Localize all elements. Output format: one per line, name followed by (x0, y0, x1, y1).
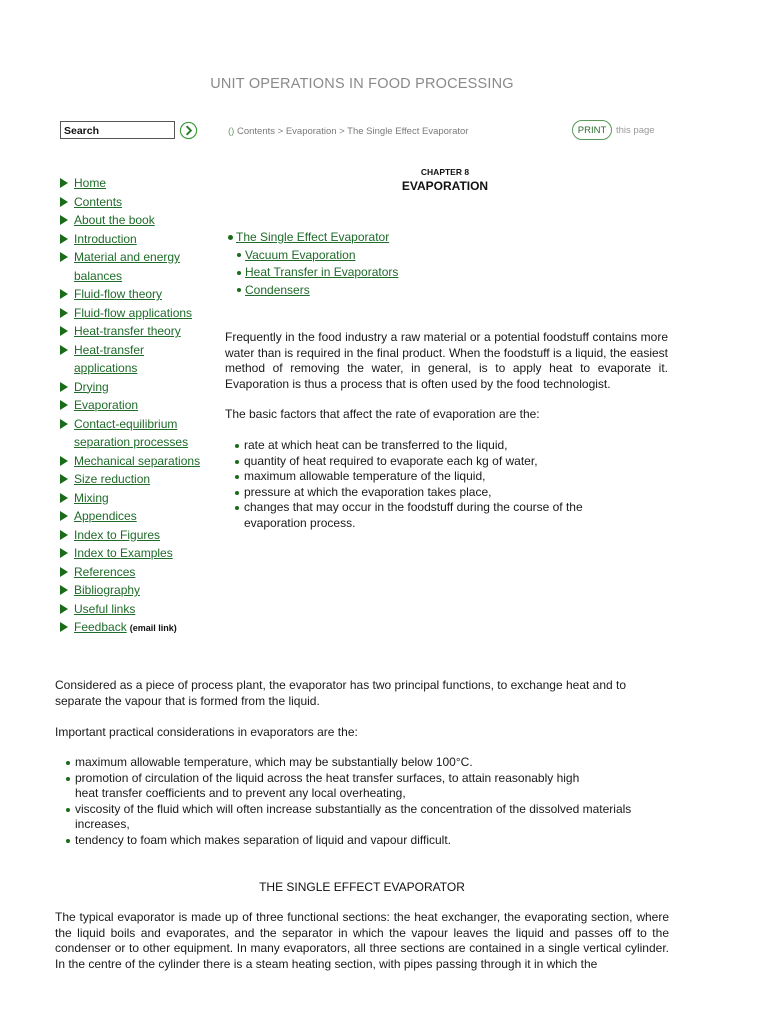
sidebar-item (60, 341, 210, 378)
print-label: this page (616, 125, 655, 136)
chapter-number: CHAPTER 8 (420, 167, 470, 177)
toc-item (228, 247, 398, 265)
sidebar-item (60, 526, 210, 545)
triangle-bullet-icon (60, 289, 68, 299)
section-toc (228, 229, 398, 299)
triangle-bullet-icon (60, 456, 68, 466)
toc-link-single-effect[interactable]: The Single Effect Evaporator (236, 230, 390, 244)
list-item: rate at which heat can be transferred to the liquid, (235, 438, 605, 454)
bullet-icon (235, 491, 239, 495)
triangle-bullet-icon (60, 197, 68, 207)
chapter-title: EVAPORATION (401, 179, 489, 193)
sidebar-item (60, 470, 210, 489)
nav-link-heat-transfer-theory[interactable]: Heat-transfer theory (74, 324, 181, 338)
sidebar-item (60, 544, 210, 563)
nav-link-mechanical-separations[interactable]: Mechanical separations (74, 453, 201, 468)
nav-link-index-figures[interactable]: Index to Figures (74, 527, 161, 542)
sidebar-item (60, 581, 210, 600)
nav-link-heat-transfer-applications[interactable]: Heat-transfer applications (74, 342, 145, 375)
sidebar-item (60, 452, 210, 471)
triangle-bullet-icon (60, 215, 68, 225)
triangle-bullet-icon (60, 326, 68, 336)
sidebar-item (60, 174, 210, 193)
sidebar-item (60, 378, 210, 397)
triangle-bullet-icon (60, 419, 68, 429)
nav-link-fluid-flow-theory[interactable]: Fluid-flow theory (74, 287, 163, 301)
triangle-bullet-icon (60, 308, 68, 318)
considerations-list (66, 755, 656, 848)
page-title: UNIT OPERATIONS IN FOOD PROCESSING (210, 76, 514, 92)
breadcrumb[interactable]: () Contents > Evaporation > The Single Effect Evaporator (228, 126, 469, 137)
triangle-bullet-icon (60, 400, 68, 410)
nav-link-index-examples[interactable]: Index to Examples (74, 546, 173, 560)
triangle-bullet-icon (60, 493, 68, 503)
bullet-icon (237, 288, 241, 292)
sidebar-item (60, 489, 210, 508)
triangle-bullet-icon (60, 530, 68, 540)
single-effect-paragraph: The typical evaporator is made up of three functional sections: the heat exchanger, the evaporating section, where the liquid boils and evaporates, and the separator in which the vapour leaves the liquid and passes off to the condenser or to other equipment. In many evaporators, all three sections are contained in a single vertical cylinder. In the centre of the cylinder there is a steam heating section, with pipes passing through it in which the (55, 910, 669, 971)
sidebar-nav (60, 174, 210, 638)
toc-link-heat-transfer[interactable]: Heat Transfer in Evaporators (245, 265, 399, 279)
triangle-bullet-icon (60, 622, 68, 632)
print-button[interactable]: PRINT (572, 120, 612, 140)
list-item: maximum allowable temperature, which may be substantially below 100°C. (66, 755, 656, 771)
toc-item (228, 282, 398, 300)
bullet-icon (66, 839, 70, 843)
sidebar-item (60, 507, 210, 526)
triangle-bullet-icon (60, 474, 68, 484)
feedback-email-note: (email link) (129, 623, 177, 633)
bullet-icon (237, 271, 241, 275)
list-item: pressure at which the evaporation takes place, (235, 485, 605, 501)
toc-link-vacuum-evaporation[interactable]: Vacuum Evaporation (245, 247, 356, 262)
nav-link-about[interactable]: About the book (74, 213, 155, 227)
list-item: viscosity of the fluid which will often increase substantially as the concentration of the dissolved materials increases, (66, 802, 656, 833)
sidebar-item (60, 211, 210, 230)
intro-paragraph: Frequently in the food industry a raw material or a potential foodstuff contains more water than is required in the final product. When the foodstuff is a liquid, the easiest method of removing the water, in general, is to apply heat to evaporate it. Evaporation is thus a process that is often used by the food technologist. (225, 330, 668, 391)
sidebar-item (60, 563, 210, 582)
sidebar-item (60, 304, 210, 323)
triangle-bullet-icon (60, 548, 68, 558)
nav-link-mixing[interactable]: Mixing (74, 490, 109, 505)
list-item: promotion of circulation of the liquid across the heat transfer surfaces, to attain reasonably high heat transfer coefficients and to prevent any local overheating, (66, 771, 656, 802)
triangle-bullet-icon (60, 567, 68, 577)
breadcrumb-icon: () (228, 126, 235, 137)
nav-link-appendices[interactable]: Appendices (74, 509, 137, 523)
bullet-icon (235, 506, 239, 510)
sidebar-item (60, 618, 210, 638)
nav-link-references[interactable]: References (74, 564, 136, 579)
nav-link-drying[interactable]: Drying (74, 379, 109, 394)
bullet-icon (228, 235, 233, 240)
bullet-icon (66, 761, 70, 765)
nav-link-introduction[interactable]: Introduction (74, 231, 137, 246)
triangle-bullet-icon (60, 345, 68, 355)
list-item: tendency to foam which makes separation of liquid and vapour difficult. (66, 833, 656, 849)
triangle-bullet-icon (60, 585, 68, 595)
nav-link-home[interactable]: Home (74, 176, 107, 190)
sidebar-item (60, 415, 210, 452)
bullet-icon (66, 777, 70, 781)
bullet-icon (66, 808, 70, 812)
bullet-icon (235, 444, 239, 448)
nav-link-size-reduction[interactable]: Size reduction (74, 472, 151, 486)
search-go-icon[interactable] (179, 121, 198, 140)
list-item: maximum allowable temperature of the liquid, (235, 469, 605, 485)
nav-link-contents[interactable]: Contents (74, 194, 123, 209)
nav-link-useful-links[interactable]: Useful links (74, 601, 136, 616)
sidebar-item (60, 193, 210, 212)
factors-list (235, 438, 605, 531)
toc-link-condensers[interactable]: Condensers (245, 282, 310, 297)
sidebar-item (60, 600, 210, 619)
triangle-bullet-icon (60, 178, 68, 188)
triangle-bullet-icon (60, 382, 68, 392)
nav-link-evaporation[interactable]: Evaporation (74, 398, 139, 412)
sidebar-item (60, 248, 210, 285)
bullet-icon (235, 460, 239, 464)
triangle-bullet-icon (60, 604, 68, 614)
nav-link-fluid-flow-applications[interactable]: Fluid-flow applications (74, 305, 193, 320)
nav-link-contact-equilibrium[interactable]: Contact-equilibrium separation processes (74, 416, 189, 449)
list-item: changes that may occur in the foodstuff during the course of the evaporation process. (235, 500, 605, 531)
nav-link-feedback[interactable]: Feedback (74, 620, 127, 634)
factors-intro: The basic factors that affect the rate of evaporation are the: (225, 407, 540, 421)
functions-paragraph: Considered as a piece of process plant, the evaporator has two principal functions, to exchange heat and to separate the vapour that is formed from the liquid. (55, 678, 627, 708)
search-input[interactable]: Search (60, 121, 175, 139)
nav-link-material-energy[interactable]: Material and energy balances (74, 250, 181, 283)
sidebar-item (60, 396, 210, 415)
considerations-intro: Important practical considerations in evaporators are the: (55, 725, 358, 739)
list-item: quantity of heat required to evaporate each kg of water, (235, 454, 605, 470)
triangle-bullet-icon (60, 511, 68, 521)
nav-link-bibliography[interactable]: Bibliography (74, 583, 141, 597)
sidebar-item (60, 322, 210, 341)
bullet-icon (237, 253, 241, 257)
sidebar-item (60, 285, 210, 304)
section-heading: THE SINGLE EFFECT EVAPORATOR (259, 880, 465, 894)
triangle-bullet-icon (60, 252, 68, 262)
toc-item (228, 229, 398, 247)
bullet-icon (235, 475, 239, 479)
toc-item (228, 264, 398, 282)
sidebar-item (60, 230, 210, 249)
triangle-bullet-icon (60, 234, 68, 244)
